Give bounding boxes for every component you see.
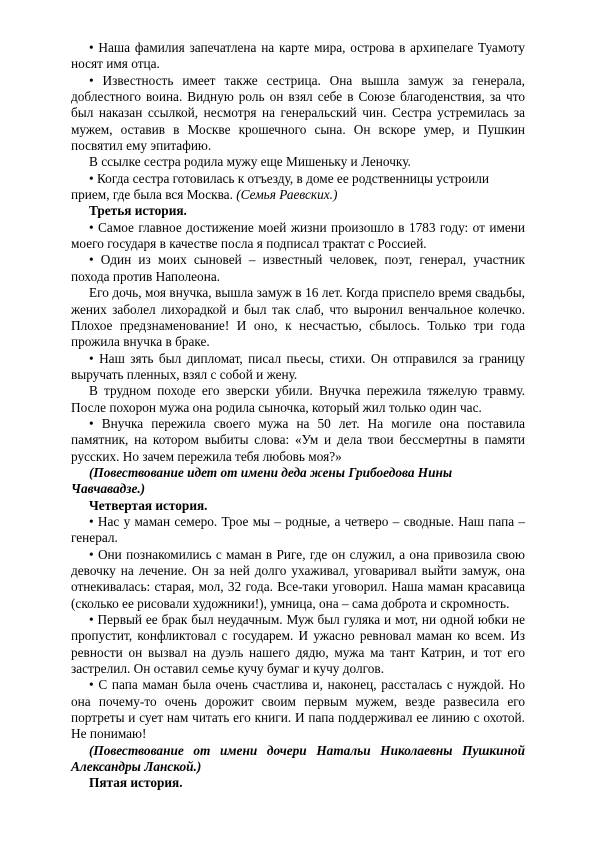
body-paragraph: В ссылке сестра родила мужу еще Мишеньку и Леночку. (89, 154, 411, 170)
body-paragraph: • Наша фамилия запечатлена на карте мира, острова в архипелаге Туамоту носят имя отца. (71, 40, 525, 72)
body-paragraph: Его дочь, моя внучка, вышла замуж в 16 лет. Когда приспело время свадьбы, жених заболел лихорадкой и был так слаб, что выронил венчальное колечко. Плохое предзнаменование! И оно, к несчастью, сбылось. Только три года прожила внучка в браке. (71, 285, 525, 350)
body-paragraph: В трудном походе его зверски убили. Внучка пережила тяжелую травму. После похорон мужа она родила сыночка, который жил только один час. (71, 383, 525, 415)
body-paragraph: • Они познакомились с маман в Риге, где он служил, а она привозила свою девочку на лечение. Он за ней долго ухаживал, уговаривал выйти замуж, она отнекивалась: старая, мол, 32 года. Все-таки уговорил. Наша маман красавица (сколько ее рисовали художники!), умница, она – сама доброта и скромность. (71, 546, 525, 611)
body-paragraph: • С папа маман была очень счастлива и, наконец, рассталась с нуждой. Но она почему-то очень дорожит своим первым мужем, везде развесила его портреты и сует нам читать его книги. И папа поддерживал ее линию с охотой. Не понимаю! (71, 677, 525, 742)
body-paragraph: • Первый ее брак был неудачным. Муж был гуляка и мот, ни одной юбки не пропустит, конфликтовал с государем. И ужасно ревновал маман ко всем. Из ревности он вызвал на дуэль нашего дядю, мужа ма тант Катрин, и тот его застрелил. Он оставил семье кучу бумаг и кучу долгов. (71, 612, 525, 677)
italic-source-note: (Семья Раевских.) (232, 187, 338, 203)
body-paragraph: • Нас у маман семеро. Трое мы – родные, а четверо – сводные. Наш папа – генерал. (71, 513, 525, 546)
section-heading: Пятая история. (89, 775, 183, 791)
section-heading: Третья история. (89, 203, 187, 219)
body-paragraph: • Наш зять был дипломат, писал пьесы, стихи. Он отправился за границу выручать пленных, взял с собой и жену. (71, 350, 525, 382)
body-paragraph: • Один из моих сыновей – известный человек, поэт, генерал, участник похода против Наполеона. (71, 252, 525, 284)
narrator-note: (Повествование от имени дочери Натальи Николаевны Пушкиной Александры Ланской.) (71, 742, 525, 775)
narrator-note: (Повествование идет от имени деда жены Грибоедова Нины Чавчавадзе.) (71, 464, 453, 497)
body-paragraph: • Когда сестра готовилась к отъезду, в доме ее родственницы устроили прием, где была вся Москва. (Семья Раевских.) (71, 170, 489, 203)
body-paragraph: • Известность имеет также сестрица. Она вышла замуж за генерала, доблестного воина. Видную роль он взял себе в Союзе благоденствия, за что был наказан ссылкой, несмотря на генеральский чин. Сестра устремилась за мужем, оставив в Москве крошечного сына. Он вскоре умер, и Пушкин посвятил ему эпитафию. (71, 72, 525, 154)
section-heading: Четвертая история. (89, 497, 208, 513)
body-paragraph: • Внучка пережила своего мужа на 50 лет. На могиле она поставила памятник, на котором выбиты слова: «Ум и дела твои бессмертны в памяти русских. Но зачем пережила тебя любовь моя?» (71, 415, 525, 464)
document-page (71, 40, 525, 792)
body-paragraph: • Самое главное достижение моей жизни произошло в 1783 году: от имени моего государя в качестве посла я подписал трактат с Россией. (71, 219, 525, 252)
